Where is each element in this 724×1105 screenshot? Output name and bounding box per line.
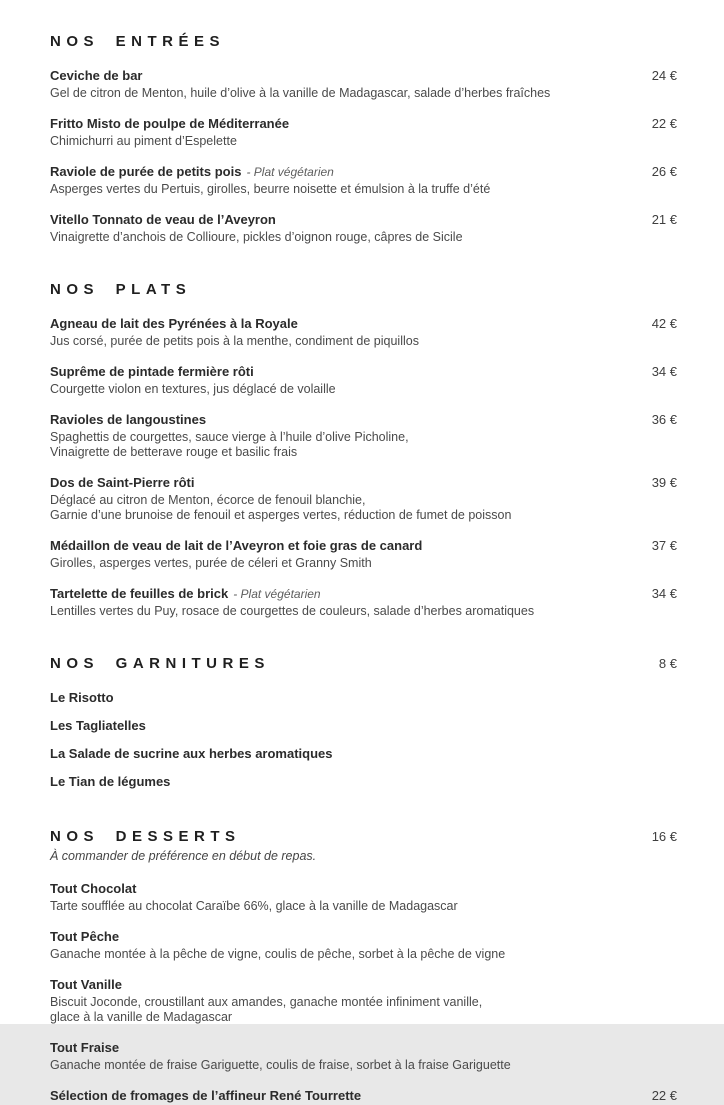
menu-item xyxy=(50,976,677,1024)
item-description: Spaghettis de courgettes, sauce vierge à l’huile d’olive Picholine, xyxy=(50,430,409,444)
item-description: Girolles, asperges vertes, purée de céleri et Granny Smith xyxy=(50,556,372,570)
item-description: Gel de citron de Menton, huile d’olive à la vanille de Madagascar, salade d’herbes fraîches xyxy=(50,86,551,100)
menu-item xyxy=(50,363,677,396)
item-price: 21 € xyxy=(651,212,677,227)
menu-item xyxy=(50,315,677,348)
menu-item xyxy=(50,411,677,459)
section-header xyxy=(50,281,677,298)
item-name: Tout Chocolat xyxy=(50,881,137,896)
menu-item xyxy=(50,115,677,148)
item-price: 22 € xyxy=(651,1088,677,1103)
item-description: Vinaigrette de betterave rouge et basilic frais xyxy=(50,445,298,459)
item-name: Dos de Saint-Pierre rôti xyxy=(50,475,195,490)
item-price: 26 € xyxy=(651,164,677,179)
item-name: Ravioles de langoustines xyxy=(50,412,207,427)
item-price: 34 € xyxy=(651,364,677,379)
item-name: Le Tian de légumes xyxy=(50,774,171,789)
item-description: Ganache montée de fraise Gariguette, coulis de fraise, sorbet à la fraise Gariguette xyxy=(50,1058,511,1072)
item-description: Asperges vertes du Pertuis, girolles, beurre noisette et émulsion à la truffe d’été xyxy=(50,182,491,196)
menu-item xyxy=(50,67,677,100)
section-plats xyxy=(50,281,677,618)
menu-item xyxy=(50,717,677,735)
item-price: 42 € xyxy=(651,316,677,331)
item-description: Vinaigrette d’anchois de Collioure, pickles d’oignon rouge, câpres de Sicile xyxy=(50,230,463,244)
item-name: Fritto Misto de poulpe de Méditerranée xyxy=(50,116,290,131)
menu-item xyxy=(50,880,677,913)
item-description: Ganache montée à la pêche de vigne, coulis de pêche, sorbet à la pêche de vigne xyxy=(50,947,506,961)
menu-item xyxy=(50,537,677,570)
item-price: 24 € xyxy=(651,68,677,83)
menu-item xyxy=(50,745,677,763)
item-price: 36 € xyxy=(651,412,677,427)
section-header xyxy=(50,655,677,672)
section-title: NOS GARNITURES xyxy=(50,655,270,672)
menu-item xyxy=(50,773,677,791)
item-description: Chimichurri au piment d’Espelette xyxy=(50,134,237,148)
item-name: Suprême de pintade fermière rôti xyxy=(50,364,254,379)
item-description: Courgette violon en textures, jus déglacé de volaille xyxy=(50,382,336,396)
item-name: Les Tagliatelles xyxy=(50,718,146,733)
section-price: 8 € xyxy=(658,656,677,671)
item-description: Jus corsé, purée de petits pois à la menthe, condiment de piquillos xyxy=(50,334,419,348)
section-title: NOS ENTRÉES xyxy=(50,33,226,50)
item-name: Tout Pêche xyxy=(50,929,120,944)
section-entrees xyxy=(50,33,677,244)
section-header xyxy=(50,33,677,50)
item-description: glace à la vanille de Madagascar xyxy=(50,1010,233,1024)
menu-item xyxy=(50,474,677,522)
item-name: Médaillon de veau de lait de l’Aveyron et foie gras de canard xyxy=(50,538,423,553)
item-description: Tarte soufflée au chocolat Caraïbe 66%, glace à la vanille de Madagascar xyxy=(50,899,458,913)
item-name: Tartelette de feuilles de brick xyxy=(50,586,229,601)
item-price: 34 € xyxy=(651,586,677,601)
item-price: 22 € xyxy=(651,116,677,131)
item-description: Déglacé au citron de Menton, écorce de fenouil blanchie, xyxy=(50,493,366,507)
item-name: Ceviche de bar xyxy=(50,68,143,83)
section-title: NOS PLATS xyxy=(50,281,192,298)
item-name: Sélection de fromages de l’affineur René Tourrette xyxy=(50,1088,362,1103)
section-note: À commander de préférence en début de repas. xyxy=(50,849,317,863)
menu-item xyxy=(50,928,677,961)
item-description: Garnie d’une brunoise de fenouil et asperges vertes, réduction de fumet de poisson xyxy=(50,508,512,522)
menu-item xyxy=(50,1039,677,1072)
item-description: Lentilles vertes du Puy, rosace de courgettes de couleurs, salade d’herbes aromatiques xyxy=(50,604,535,618)
section-desserts xyxy=(50,828,677,1105)
item-price: 37 € xyxy=(651,538,677,553)
item-name: Vitello Tonnato de veau de l’Aveyron xyxy=(50,212,276,227)
menu-item xyxy=(50,689,677,707)
item-name: Tout Fraise xyxy=(50,1040,120,1055)
menu-item xyxy=(50,163,677,196)
item-name: Raviole de purée de petits pois xyxy=(50,164,242,179)
section-price: 16 € xyxy=(651,829,677,844)
item-description: Biscuit Joconde, croustillant aux amandes, ganache montée infiniment vanille, xyxy=(50,995,483,1009)
menu-item xyxy=(50,585,677,618)
menu-item xyxy=(50,1087,677,1105)
section-header xyxy=(50,828,677,845)
item-name: Le Risotto xyxy=(50,690,114,705)
item-tag: - Plat végétarien xyxy=(246,165,334,179)
section-title: NOS DESSERTS xyxy=(50,828,241,845)
menu-item xyxy=(50,211,677,244)
section-garnitures xyxy=(50,655,677,791)
item-tag: - Plat végétarien xyxy=(233,587,321,601)
item-name: La Salade de sucrine aux herbes aromatiques xyxy=(50,746,333,761)
item-price: 39 € xyxy=(651,475,677,490)
item-name: Tout Vanille xyxy=(50,977,122,992)
item-name: Agneau de lait des Pyrénées à la Royale xyxy=(50,316,298,331)
